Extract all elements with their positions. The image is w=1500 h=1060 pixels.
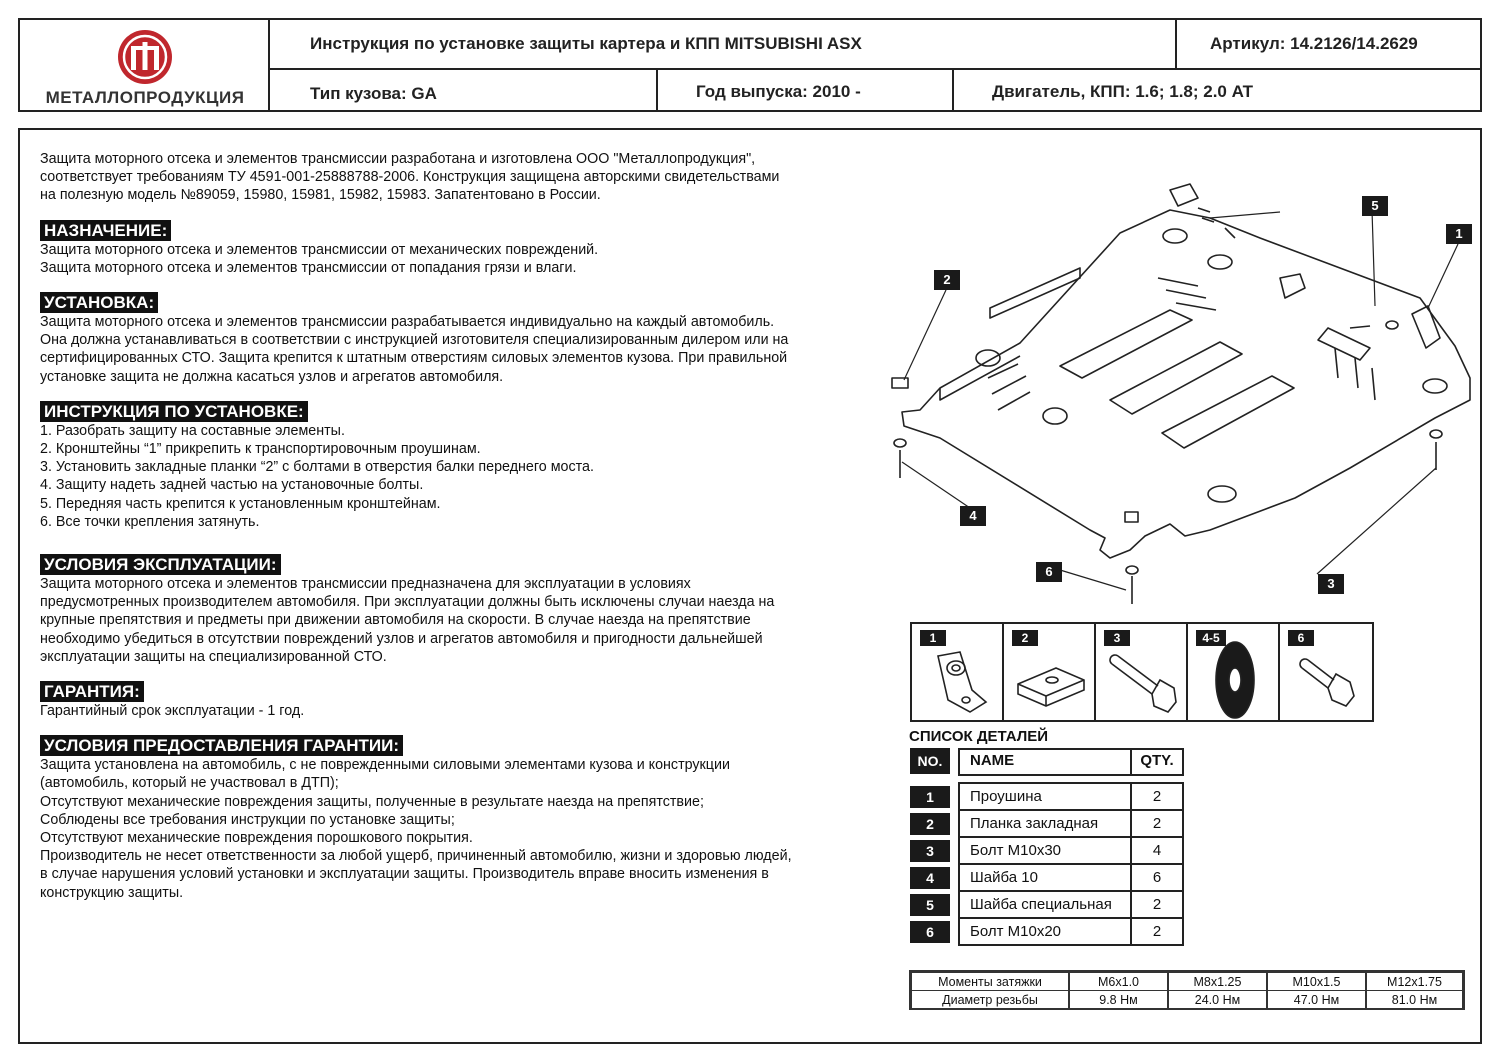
- washer-icon: [1212, 638, 1258, 720]
- section-heading: ИНСТРУКЦИЯ ПО УСТАНОВКЕ:: [40, 401, 308, 422]
- torque-label: Моменты затяжки: [911, 972, 1069, 991]
- row-no: 2: [910, 813, 950, 835]
- section-line: Защита установлена на автомобиль, с не поврежденными силовыми элементами кузова и конструкции: [40, 757, 730, 774]
- row-qty: 2: [1130, 782, 1184, 811]
- step-item: 2. Кронштейны “1” прикрепить к транспортировочным проушинам.: [40, 441, 481, 458]
- logo-cell: [20, 20, 270, 110]
- parts-list-title: СПИСОК ДЕТАЛЕЙ: [909, 728, 1049, 745]
- row-name: Проушина: [958, 782, 1132, 811]
- document-title: Инструкция по установке защиты картера и КПП MITSUBISHI ASX: [310, 34, 862, 53]
- torque-value: 81.0 Нм: [1366, 990, 1463, 1009]
- col-no-header: NO.: [910, 748, 950, 774]
- row-no: 1: [910, 786, 950, 808]
- intro-line: Защита моторного отсека и элементов трансмиссии разработана и изготовлена ООО "Металлопродукция",: [40, 151, 756, 167]
- part-image-4-5: [1186, 622, 1280, 722]
- thread-size: M10x1.5: [1267, 972, 1366, 991]
- section-line: эксплуатации защиты на специализированной СТО.: [40, 648, 387, 665]
- row-qty: 6: [1130, 863, 1184, 892]
- section-line: Защита моторного отсека и элементов трансмиссии от механических повреждений.: [40, 241, 599, 258]
- bolt-m10x30-icon: [1108, 654, 1182, 714]
- header-divider: [1175, 20, 1177, 68]
- step-item: 3. Установить закладные планки “2” с болтами в отверстия балки переднего моста.: [40, 459, 594, 476]
- section-line: установке защита не должна касаться узлов и агрегатов автомобиля.: [40, 368, 504, 385]
- section-purpose: [40, 220, 872, 277]
- step-item: 6. Все точки крепления затянуть.: [40, 513, 260, 530]
- section-line: предусмотренных производителем автомобиля. При эксплуатации должны быть исключены случаи наезда на: [40, 594, 775, 611]
- section-installation: [40, 292, 872, 386]
- row-name: Планка закладная: [958, 809, 1132, 838]
- step-item: 4. Защиту надеть задней частью на установочные болты.: [40, 477, 424, 494]
- logo-text: МЕТАЛЛОПРОДУКЦИЯ: [45, 88, 245, 107]
- row-qty: 2: [1130, 809, 1184, 838]
- parts-images-row: [910, 622, 1374, 722]
- row-no: 5: [910, 894, 950, 916]
- section-line: Гарантийный срок эксплуатации - 1 год.: [40, 703, 305, 720]
- part-image-3: [1094, 622, 1188, 722]
- header: [18, 18, 1482, 112]
- callout-1: 1: [1446, 224, 1472, 244]
- callout-4: 4: [960, 506, 986, 526]
- bracket-right: [1412, 306, 1440, 348]
- engine-info: Двигатель, КПП: 1.6; 1.8; 2.0 AT: [992, 82, 1254, 101]
- row-qty: 2: [1130, 917, 1184, 946]
- section-line: (автомобиль, который не участвовал в ДТП);: [40, 775, 339, 792]
- row-name: Болт М10х30: [958, 836, 1132, 865]
- text-column: [40, 150, 872, 902]
- section-line: сертифицированных СТО. Защита крепится к штатным отверстиям силовых элементов кузова. При правильной: [40, 350, 788, 367]
- row-qty: 2: [1130, 890, 1184, 919]
- row-no: 6: [910, 921, 950, 943]
- row-no: 4: [910, 867, 950, 889]
- step-item: 1. Разобрать защиту на составные элементы.: [40, 422, 345, 439]
- section-operation: [40, 554, 872, 666]
- row-qty: 4: [1130, 836, 1184, 865]
- part-image-1: [910, 622, 1004, 722]
- part-image-2: [1002, 622, 1096, 722]
- part-tag: 3: [1104, 630, 1130, 646]
- intro-line: соответствует требованиям ТУ 4591-001-25888788-2006. Конструкция защищена авторскими свидетельствами: [40, 169, 780, 186]
- torque-table: [909, 970, 1465, 1010]
- callout-3: 3: [1318, 574, 1344, 594]
- part-tag: 2: [1012, 630, 1038, 646]
- part-image-6: [1278, 622, 1374, 722]
- header-divider: [656, 68, 658, 110]
- section-line: Отсутствуют механические повреждения порошкового покрытия.: [40, 830, 473, 847]
- col-name-header: NAME: [958, 748, 1132, 776]
- col-qty-header: QTY.: [1130, 748, 1184, 776]
- header-divider: [270, 68, 1480, 70]
- part-tag: 6: [1288, 630, 1314, 646]
- section-line: Защита моторного отсека и элементов трансмиссии предназначена для эксплуатации в условиях: [40, 576, 691, 593]
- skid-plate-diagram: [880, 178, 1480, 618]
- torque-value: 24.0 Нм: [1168, 990, 1267, 1009]
- section-line: крупные препятствия и предметы при движении автомобиля на скорости. В случае наезда на препятствие: [40, 612, 751, 629]
- article-number: Артикул: 14.2126/14.2629: [1210, 34, 1418, 53]
- body-type: Тип кузова: GA: [310, 84, 437, 103]
- year: Год выпуска: 2010 -: [696, 82, 861, 101]
- section-warranty-conditions: [40, 735, 872, 902]
- header-divider: [952, 68, 954, 110]
- bracket-top: [1170, 184, 1198, 206]
- torque-value: 9.8 Нм: [1069, 990, 1168, 1009]
- bolt-m10x20-icon: [1298, 658, 1364, 710]
- row-name: Шайба 10: [958, 863, 1132, 892]
- callout-5: 5: [1362, 196, 1388, 216]
- torque-value: 47.0 Нм: [1267, 990, 1366, 1009]
- intro-line: на полезную модель №89059, 15980, 15981, 15982, 15983. Запатентовано в России.: [40, 187, 601, 204]
- section-heading: НАЗНАЧЕНИЕ:: [40, 220, 171, 241]
- section-warranty: [40, 681, 872, 720]
- section-line: необходимо убедиться в отсутствии повреждений узлов и агрегатов автомобиля и пригодности дальнейшей: [40, 630, 763, 647]
- company-logo-icon: [116, 28, 174, 86]
- thread-label: Диаметр резьбы: [911, 990, 1069, 1009]
- section-heading: ГАРАНТИЯ:: [40, 681, 144, 702]
- section-line: Защита моторного отсека и элементов трансмиссии разрабатывается индивидуально на каждый автомобиль.: [40, 314, 775, 331]
- section-line: Соблюдены все требования инструкции по установке защиты;: [40, 811, 455, 828]
- section-line: Производитель не несет ответственности за любой ущерб, причиненный автомобилю, жизни и здоровью людей,: [40, 848, 792, 865]
- step-item: 5. Передняя часть крепится к установленным кронштейнам.: [40, 495, 441, 512]
- thread-size: M6x1.0: [1069, 972, 1168, 991]
- section-line: Защита моторного отсека и элементов трансмиссии от попадания грязи и влаги.: [40, 259, 577, 276]
- section-heading: УСТАНОВКА:: [40, 292, 158, 313]
- eyelet-bracket-icon: [930, 650, 990, 716]
- row-no: 3: [910, 840, 950, 862]
- thread-size: M8x1.25: [1168, 972, 1267, 991]
- row-name: Болт М10х20: [958, 917, 1132, 946]
- section-line: Она должна устанавливаться в соответствии с инструкцией изготовителя специализированным дилером или на: [40, 332, 789, 349]
- section-line: конструкцию защиты.: [40, 884, 184, 901]
- part-tag: 4-5: [1196, 630, 1226, 646]
- row-name: Шайба специальная: [958, 890, 1132, 919]
- part-tag: 1: [920, 630, 946, 646]
- mounting-plate-icon: [1016, 662, 1086, 708]
- section-heading: УСЛОВИЯ ЭКСПЛУАТАЦИИ:: [40, 554, 281, 575]
- section-heading: УСЛОВИЯ ПРЕДОСТАВЛЕНИЯ ГАРАНТИИ:: [40, 735, 403, 756]
- thread-size: M12x1.75: [1366, 972, 1463, 991]
- intro: [40, 150, 872, 205]
- parts-list-table: [910, 748, 1185, 948]
- section-line: Отсутствуют механические повреждения защиты, полученные в результате наезда на препятствие;: [40, 793, 704, 810]
- callout-2: 2: [934, 270, 960, 290]
- section-instructions: [40, 401, 872, 531]
- section-line: в случае нарушения условий установки и эксплуатации защиты. Производитель вправе вносить изменения в: [40, 866, 769, 883]
- callout-6: 6: [1036, 562, 1062, 582]
